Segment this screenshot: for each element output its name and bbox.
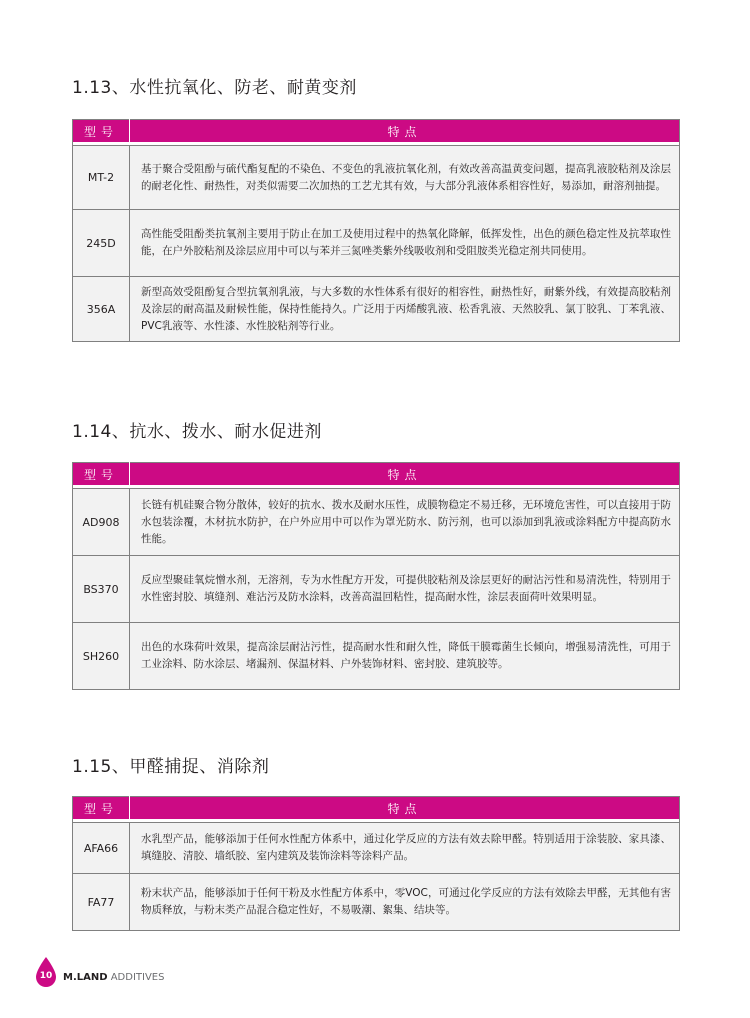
section-1-15 [72, 755, 680, 916]
header-features: 特点 [130, 463, 680, 486]
model-cell: MT-2 [73, 146, 130, 210]
table-header [73, 797, 680, 820]
brand-rest: ADDITIVES [107, 972, 165, 983]
page-footer [35, 957, 235, 987]
model-cell: BS370 [73, 556, 130, 623]
desc-cell: 基于聚合受阻酚与硫代酯复配的不染色、不变色的乳液抗氧化剂，有效改善高温黄变问题，提高乳液胶粘剂及涂层的耐老化性、耐热性，对类似需要二次加热的工艺尤其有效，与大部分乳液体系相容性好，易添加，耐溶剂抽提。 [130, 146, 680, 210]
brand-bold: M.LAND [63, 972, 108, 983]
model-cell: FA77 [73, 874, 130, 931]
table-header [73, 120, 680, 143]
header-model: 型号 [73, 797, 130, 820]
brand-name [63, 972, 164, 983]
spec-table [72, 462, 680, 690]
table-row [73, 874, 680, 931]
table-row [73, 210, 680, 277]
desc-cell: 新型高效受阻酚复合型抗氧剂乳液，与大多数的水性体系有很好的相容性，耐热性好，耐紫外线，有效提高胶粘剂及涂层的耐高温及耐候性能，保持性能持久。广泛用于丙烯酸乳液、松香乳液、天然胶乳、氯丁胶乳、丁苯乳液、PVC乳液等、水性漆、水性胶粘剂等行业。 [130, 277, 680, 342]
table-row [73, 146, 680, 210]
model-cell: 245D [73, 210, 130, 277]
header-features: 特点 [130, 120, 680, 143]
table-row [73, 277, 680, 342]
model-cell: SH260 [73, 623, 130, 690]
header-model: 型号 [73, 463, 130, 486]
model-cell: AD908 [73, 489, 130, 556]
model-cell: 356A [73, 277, 130, 342]
table-header [73, 463, 680, 486]
desc-cell: 高性能受阻酚类抗氧剂主要用于防止在加工及使用过程中的热氧化降解，低挥发性，出色的颜色稳定性及抗萃取性能，在户外胶粘剂及涂层应用中可以与苯并三氮唑类紫外线吸收剂和受阻胺类光稳定剂共同使用。 [130, 210, 680, 277]
table-row [73, 623, 680, 690]
header-model: 型号 [73, 120, 130, 143]
table-row [73, 556, 680, 623]
desc-cell: 水乳型产品，能够添加于任何水性配方体系中，通过化学反应的方法有效去除甲醛。特别适用于涂装胶、家具漆、填缝胶、清胶、墙纸胶、室内建筑及装饰涂料等涂料产品。 [130, 823, 680, 874]
spec-table [72, 796, 680, 931]
desc-cell: 反应型聚硅氧烷憎水剂，无溶剂，专为水性配方开发，可提供胶粘剂及涂层更好的耐沾污性和易清洗性，特别用于水性密封胶、填缝剂、难沾污及防水涂料，改善高温回粘性，提高耐水性，涂层表面荷叶效果明显。 [130, 556, 680, 623]
section-1-14 [72, 420, 680, 670]
section-title: 1.15、甲醛捕捉、消除剂 [72, 757, 270, 777]
model-cell: AFA66 [73, 823, 130, 874]
section-title: 1.14、抗水、拨水、耐水促进剂 [72, 422, 322, 442]
table-row [73, 489, 680, 556]
desc-cell: 粉末状产品，能够添加于任何干粉及水性配方体系中，零VOC，可通过化学反应的方法有效除去甲醛，无其他有害物质释放，与粉末类产品混合稳定性好，不易吸潮、絮集、结块等。 [130, 874, 680, 931]
header-features: 特点 [130, 797, 680, 820]
table-row [73, 823, 680, 874]
section-1-13 [72, 76, 680, 332]
spec-table [72, 119, 680, 342]
desc-cell: 出色的水珠荷叶效果，提高涂层耐沾污性，提高耐水性和耐久性，降低干膜霉菌生长倾向，增强易清洗性，可用于工业涂料、防水涂层、堵漏剂、保温材料、户外装饰材料、密封胶、建筑胶等。 [130, 623, 680, 690]
desc-cell: 长链有机硅聚合物分散体，较好的抗水、拨水及耐水压性，成膜物稳定不易迁移，无环境危害性，可以直接用于防水包装涂覆，木材抗水防护，在户外应用中可以作为罩光防水、防污剂，也可以添加到乳液或涂料配方中提高防水性能。 [130, 489, 680, 556]
page-number: 10 [39, 971, 53, 981]
section-title: 1.13、水性抗氧化、防老、耐黄变剂 [72, 78, 357, 98]
